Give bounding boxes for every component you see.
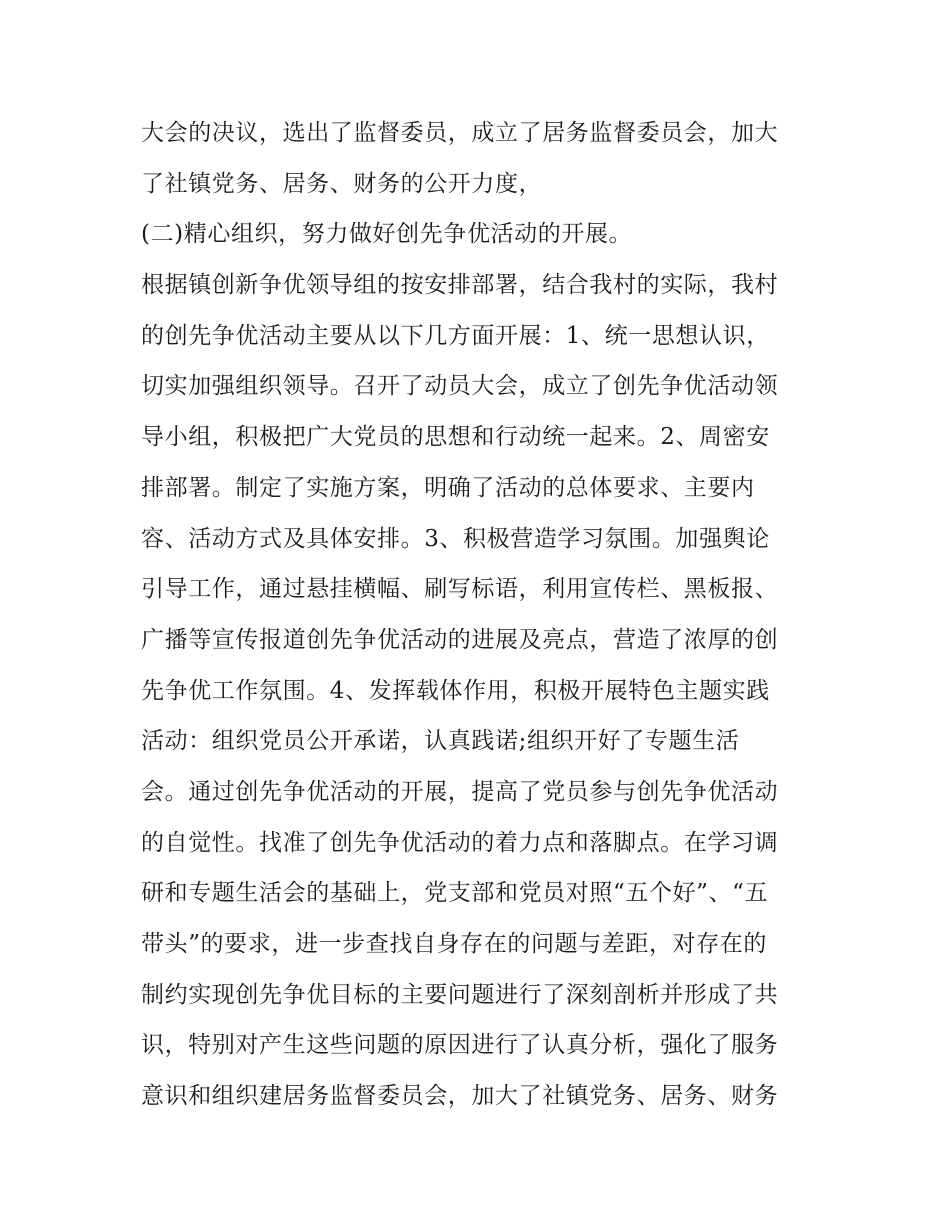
text-line-16: 研和专题生活会的基础上，党支部和党员对照“五个好”、“五 (141, 880, 769, 907)
text-line-5: 的创先争优活动主要从以下几方面开展：1、统一思想认识， (141, 322, 770, 349)
text-line-20: 意识和组织建居务监督委员会，加大了社镇党务、居务、财务 (141, 1083, 779, 1110)
text-line-6: 切实加强组织领导。召开了动员大会，成立了创先争优活动领 (141, 373, 779, 400)
body-text (141, 108, 821, 1122)
text-line-7: 导小组，积极把广大党员的思想和行动统一起来。2、周密安 (141, 424, 770, 451)
text-line-11: 广播等宣传报道创先争优活动的进展及亮点，营造了浓厚的创 (141, 626, 779, 653)
text-line-2: 了社镇党务、居务、财务的公开力度， (141, 170, 543, 197)
text-line-12: 先争优工作氛围。4、发挥载体作用，积极开展特色主题实践 (141, 677, 770, 704)
text-line-9: 容、活动方式及具体安排。3、积极营造学习氛围。加强舆论 (141, 525, 770, 552)
text-line-19: 识，特别对产生这些问题的原因进行了认真分析，强化了服务 (141, 1032, 779, 1059)
text-line-1: 大会的决议，选出了监督委员，成立了居务监督委员会，加大 (141, 120, 779, 146)
text-line-17: 带头”的要求，进一步查找自身存在的问题与差距，对存在的 (141, 931, 767, 957)
text-line-14: 会。通过创先争优活动的开展，提高了党员参与创先争优活动 (141, 778, 779, 805)
text-line-10: 引导工作，通过悬挂横幅、刷写标语，利用宣传栏、黑板报、 (141, 576, 779, 603)
section-heading: (二)精心组织，努力做好创先争优活动的开展。 (141, 221, 633, 248)
text-line-4: 根据镇创新争优领导组的按安排部署，结合我村的实际，我村 (141, 272, 779, 299)
text-line-13: 活动：组织党员公开承诺，认真践诺;组织开好了专题生活 (141, 728, 740, 755)
text-line-8: 排部署。制定了实施方案，明确了活动的总体要求、主要内 (141, 474, 755, 501)
text-line-15: 的自觉性。找准了创先争优活动的着力点和落脚点。在学习调 (141, 829, 779, 856)
text-line-18: 制约实现创先争优目标的主要问题进行了深刻剖析并形成了共 (141, 981, 779, 1008)
